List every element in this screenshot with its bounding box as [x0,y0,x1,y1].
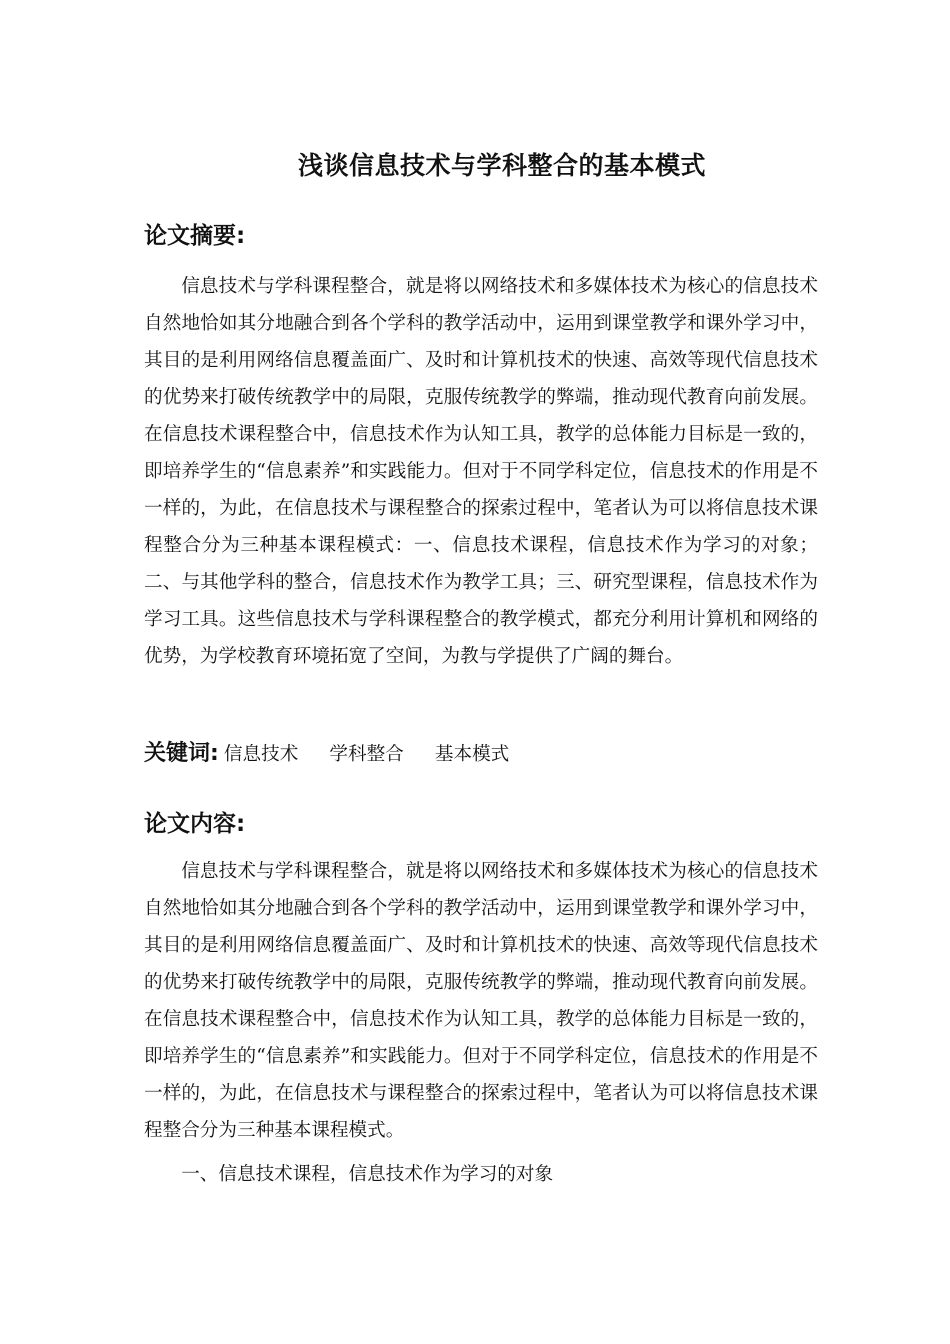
content-text: 信息技术与学科课程整合，就是将以网络技术和多媒体技术为核心的信息技术自然地恰如其分地融合到各个学科的教学活动中，运用到课堂教学和课外学习中，其目的是利用网络信息覆盖面广、及时和计算机技术的快速、高效等现代信息技术的优势来打破传统教学中的局限，克服传统教学的弊端，推动现代教育向前发展。在信息技术课程整合中，信息技术作为认知工具，教学的总体能力目标是一致的，即培养学生的“信息素养”和实践能力。但对于不同学科定位，信息技术的作用是不一样的，为此，在信息技术与课程整合的探索过程中，笔者认为可以将信息技术课程整合分为三种基本课程模式。 [144,861,818,1141]
keyword-item: 学科整合 [329,744,404,765]
keyword-item: 基本模式 [434,744,510,765]
abstract-heading: 论文摘要: [144,223,246,249]
abstract-text: 信息技术与学科课程整合，就是将以网络技术和多媒体技术为核心的信息技术自然地恰如其分地融合到各个学科的教学活动中，运用到课堂教学和课外学习中，其目的是利用网络信息覆盖面广、及时和计算机技术的快速、高效等现代信息技术的优势来打破传统教学中的局限，克服传统教学的弊端，推动现代教育向前发展。在信息技术课程整合中，信息技术作为认知工具，教学的总体能力目标是一致的，即培养学生的“信息素养”和实践能力。但对于不同学科定位，信息技术的作用是不一样的，为此，在信息技术与课程整合的探索过程中，笔者认为可以将信息技术课程整合分为三种基本课程模式：一、信息技术课程，信息技术作为学习的对象；二、与其他学科的整合，信息技术作为教学工具；三、研究型课程，信息技术作为学习工具。这些信息技术与学科课程整合的教学模式，都充分利用计算机和网络的优势，为学校教育环境拓宽了空间，为教与学提供了广阔的舞台。 [144,276,818,667]
keywords-label: 关键词: [144,741,219,766]
document-title: 浅谈信息技术与学科整合的基本模式 [297,151,706,180]
keyword-item: 信息技术 [223,744,299,765]
section-one-heading: 一、信息技术课程，信息技术作为学习的对象 [181,1164,554,1185]
content-heading: 论文内容: [144,811,246,837]
keywords-line [144,736,535,767]
